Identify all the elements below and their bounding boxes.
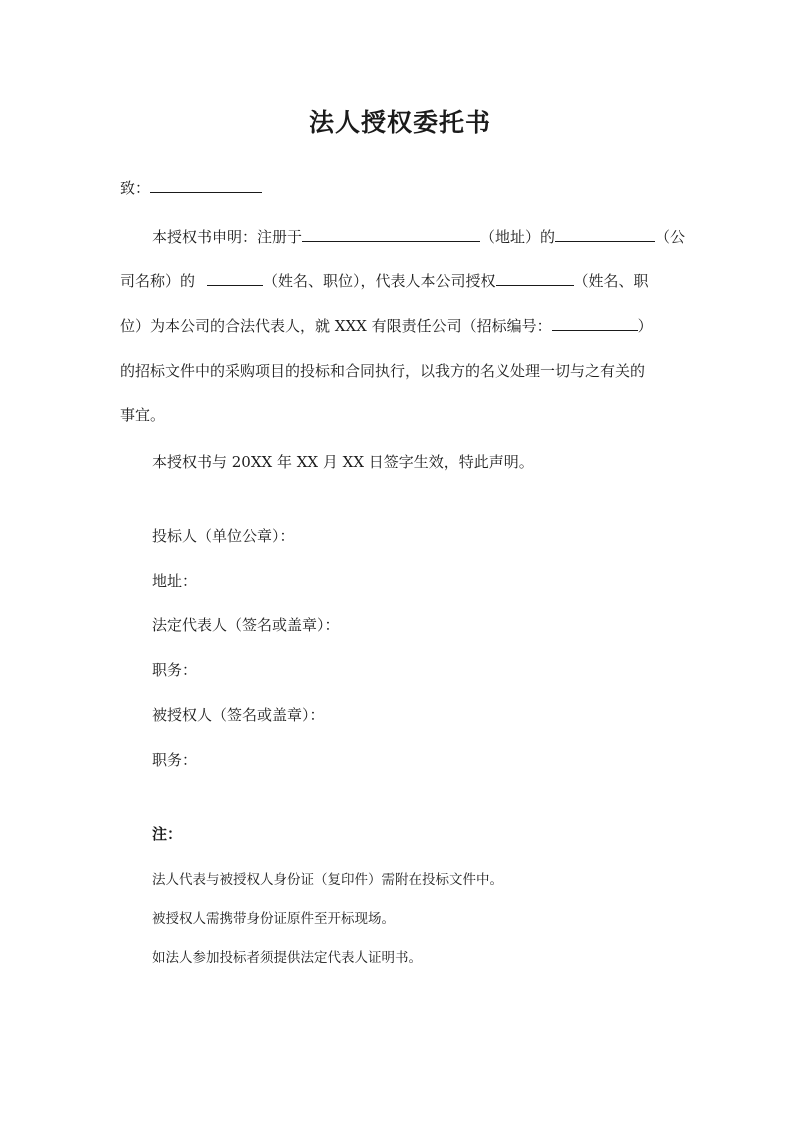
bidder-seal-field: 投标人（单位公章）： — [152, 527, 295, 545]
position-field-2: 职务： — [152, 751, 198, 769]
note-item-3: 如法人参加投标者须提供法定代表人证明书。 — [152, 950, 422, 966]
body-line-5: 事宜。 — [120, 406, 166, 424]
body-line-1-b: （地址）的 — [480, 228, 556, 246]
body-line-4: 的招标文件中的采购项目的投标和合同执行，以我方的名义处理一切与之有关的 — [120, 362, 646, 380]
notes-heading: 注： — [152, 825, 183, 843]
authorized-person-blank[interactable] — [496, 271, 574, 286]
document-title: 法人授权委托书 — [308, 108, 491, 137]
body-line-2-b: （姓名、职位），代表人本公司授权 — [263, 272, 496, 290]
body-line-2 — [120, 271, 649, 291]
body-line-1 — [152, 227, 685, 247]
body-line-3-b: ） — [637, 317, 653, 335]
note-item-1: 法人代表与被授权人身份证（复印件）需附在投标文件中。 — [152, 872, 503, 888]
addressee-line — [120, 178, 262, 198]
note-item-2: 被授权人需携带身份证原件至开标现场。 — [152, 911, 395, 927]
tender-number-blank[interactable] — [552, 316, 638, 331]
body-line-3-a: 位）为本公司的合法代表人，就 XXX 有限责任公司（招标编号： — [120, 317, 552, 335]
body-line-2-c: （姓名、职 — [573, 272, 649, 290]
body-line-1-c: （公 — [655, 228, 686, 246]
legal-representative-field: 法定代表人（签名或盖章）： — [152, 616, 340, 634]
address-field: 地址： — [152, 572, 198, 590]
body-line-3 — [120, 316, 653, 336]
body-line-1-a: 本授权书申明：注册于 — [152, 228, 303, 246]
body-line-2-a: 司名称）的 — [120, 272, 196, 290]
addressee-blank[interactable] — [150, 178, 262, 193]
company-blank[interactable] — [555, 227, 655, 242]
legal-rep-blank[interactable] — [207, 271, 263, 286]
position-field-1: 职务： — [152, 661, 198, 679]
address-blank[interactable] — [302, 227, 480, 242]
authorized-person-field: 被授权人（签名或盖章）： — [152, 706, 325, 724]
addressee-label: 致： — [120, 179, 151, 197]
effective-statement: 本授权书与 20XX 年 XX 月 XX 日签字生效，特此声明。 — [152, 453, 534, 471]
